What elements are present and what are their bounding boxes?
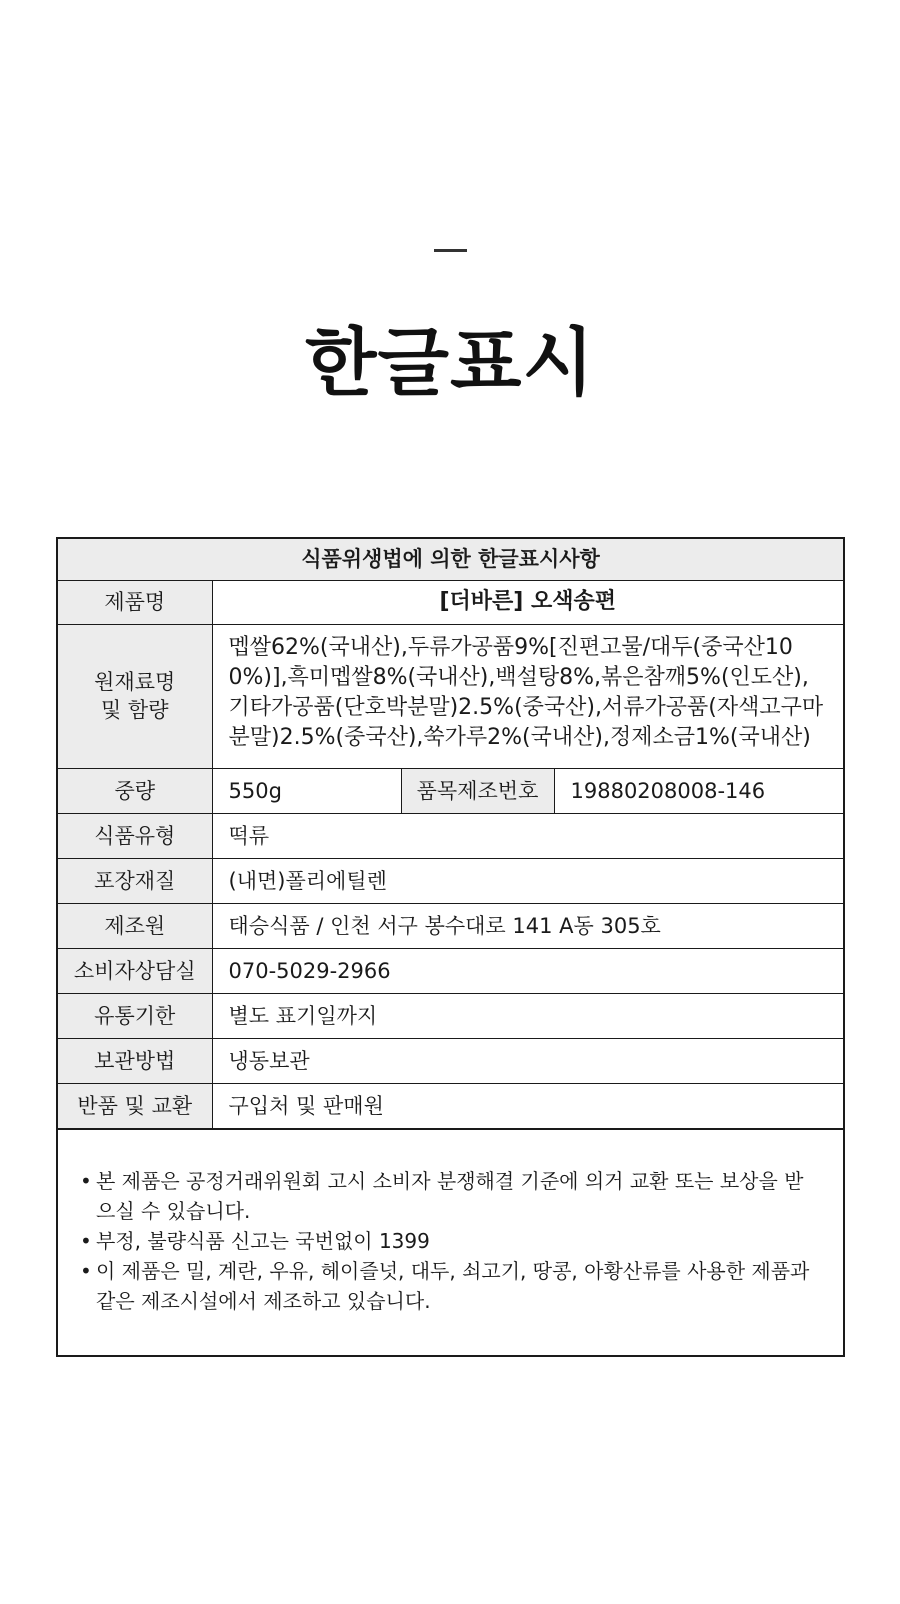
food-type-value: 떡류 [212, 813, 843, 858]
page-title: 한글표시 [305, 320, 595, 406]
storage-value: 냉동보관 [212, 1038, 843, 1083]
report-number-value: 19880208008-146 [554, 768, 843, 813]
manufacturer-label: 제조원 [58, 903, 212, 948]
table-row [58, 903, 843, 948]
return-exchange-label: 반품 및 교환 [58, 1083, 212, 1128]
food-label-table [58, 539, 843, 1129]
title-dash-decoration [434, 249, 467, 252]
list-item [78, 1226, 813, 1256]
expiry-value: 별도 표기일까지 [212, 993, 843, 1038]
table-row [58, 993, 843, 1038]
product-name-label: 제품명 [58, 580, 212, 624]
manufacturer-value: 태승식품 / 인천 서구 봉수대로 141 A동 305호 [212, 903, 843, 948]
list-item [78, 1256, 813, 1316]
notes-list [78, 1166, 813, 1316]
table-row [58, 580, 843, 624]
list-item [78, 1166, 813, 1226]
weight-label: 중량 [58, 768, 212, 813]
product-name-value: [더바른] 오색송편 [212, 580, 843, 624]
note-text: 본 제품은 공정거래위원회 고시 소비자 분쟁해결 기준에 의거 교환 또는 보상을 받으실 수 있습니다. [96, 1168, 804, 1223]
table-row [58, 858, 843, 903]
ingredients-label-line2: 및 함량 [100, 698, 169, 722]
bullet: • [80, 1168, 92, 1193]
table-row [58, 1083, 843, 1128]
consumer-center-label: 소비자상담실 [58, 948, 212, 993]
table-row [58, 948, 843, 993]
note-text: 이 제품은 밀, 계란, 우유, 헤이즐넛, 대두, 쇠고기, 땅콩, 아황산류를 사용한 제품과 같은 제조시설에서 제조하고 있습니다. [96, 1258, 810, 1313]
table-row [58, 813, 843, 858]
weight-value: 550g [212, 768, 401, 813]
food-label-box [56, 537, 845, 1357]
table-header: 식품위생법에 의한 한글표시사항 [58, 539, 843, 580]
ingredients-label [58, 624, 212, 768]
table-row [58, 624, 843, 768]
food-type-label: 식품유형 [58, 813, 212, 858]
report-number-label: 품목제조번호 [401, 768, 554, 813]
expiry-label: 유통기한 [58, 993, 212, 1038]
consumer-center-value: 070-5029-2966 [212, 948, 843, 993]
table-row [58, 1038, 843, 1083]
ingredients-value: 멥쌀62%(국내산),두류가공품9%[진편고물/대두(중국산100%)],흑미멥쌀8%(국내산),백설탕8%,볶은참깨5%(인도산),기타가공품(단호박분말)2.5%(중국산),서류가공품(자색고구마분말)2.5%(중국산),쑥가루2%(국내산),정제소금1%(국내산) [212, 624, 843, 768]
table-row [58, 768, 843, 813]
storage-label: 보관방법 [58, 1038, 212, 1083]
return-exchange-value: 구입처 및 판매원 [212, 1083, 843, 1128]
bullet: • [80, 1228, 92, 1253]
ingredients-label-line1: 원재료명 [94, 670, 176, 694]
packaging-label: 포장재질 [58, 858, 212, 903]
notes-section [58, 1129, 843, 1355]
packaging-value: (내면)폴리에틸렌 [212, 858, 843, 903]
note-text: 부정, 불량식품 신고는 국번없이 1399 [96, 1228, 430, 1253]
table-header-row [58, 539, 843, 580]
bullet: • [80, 1258, 92, 1283]
